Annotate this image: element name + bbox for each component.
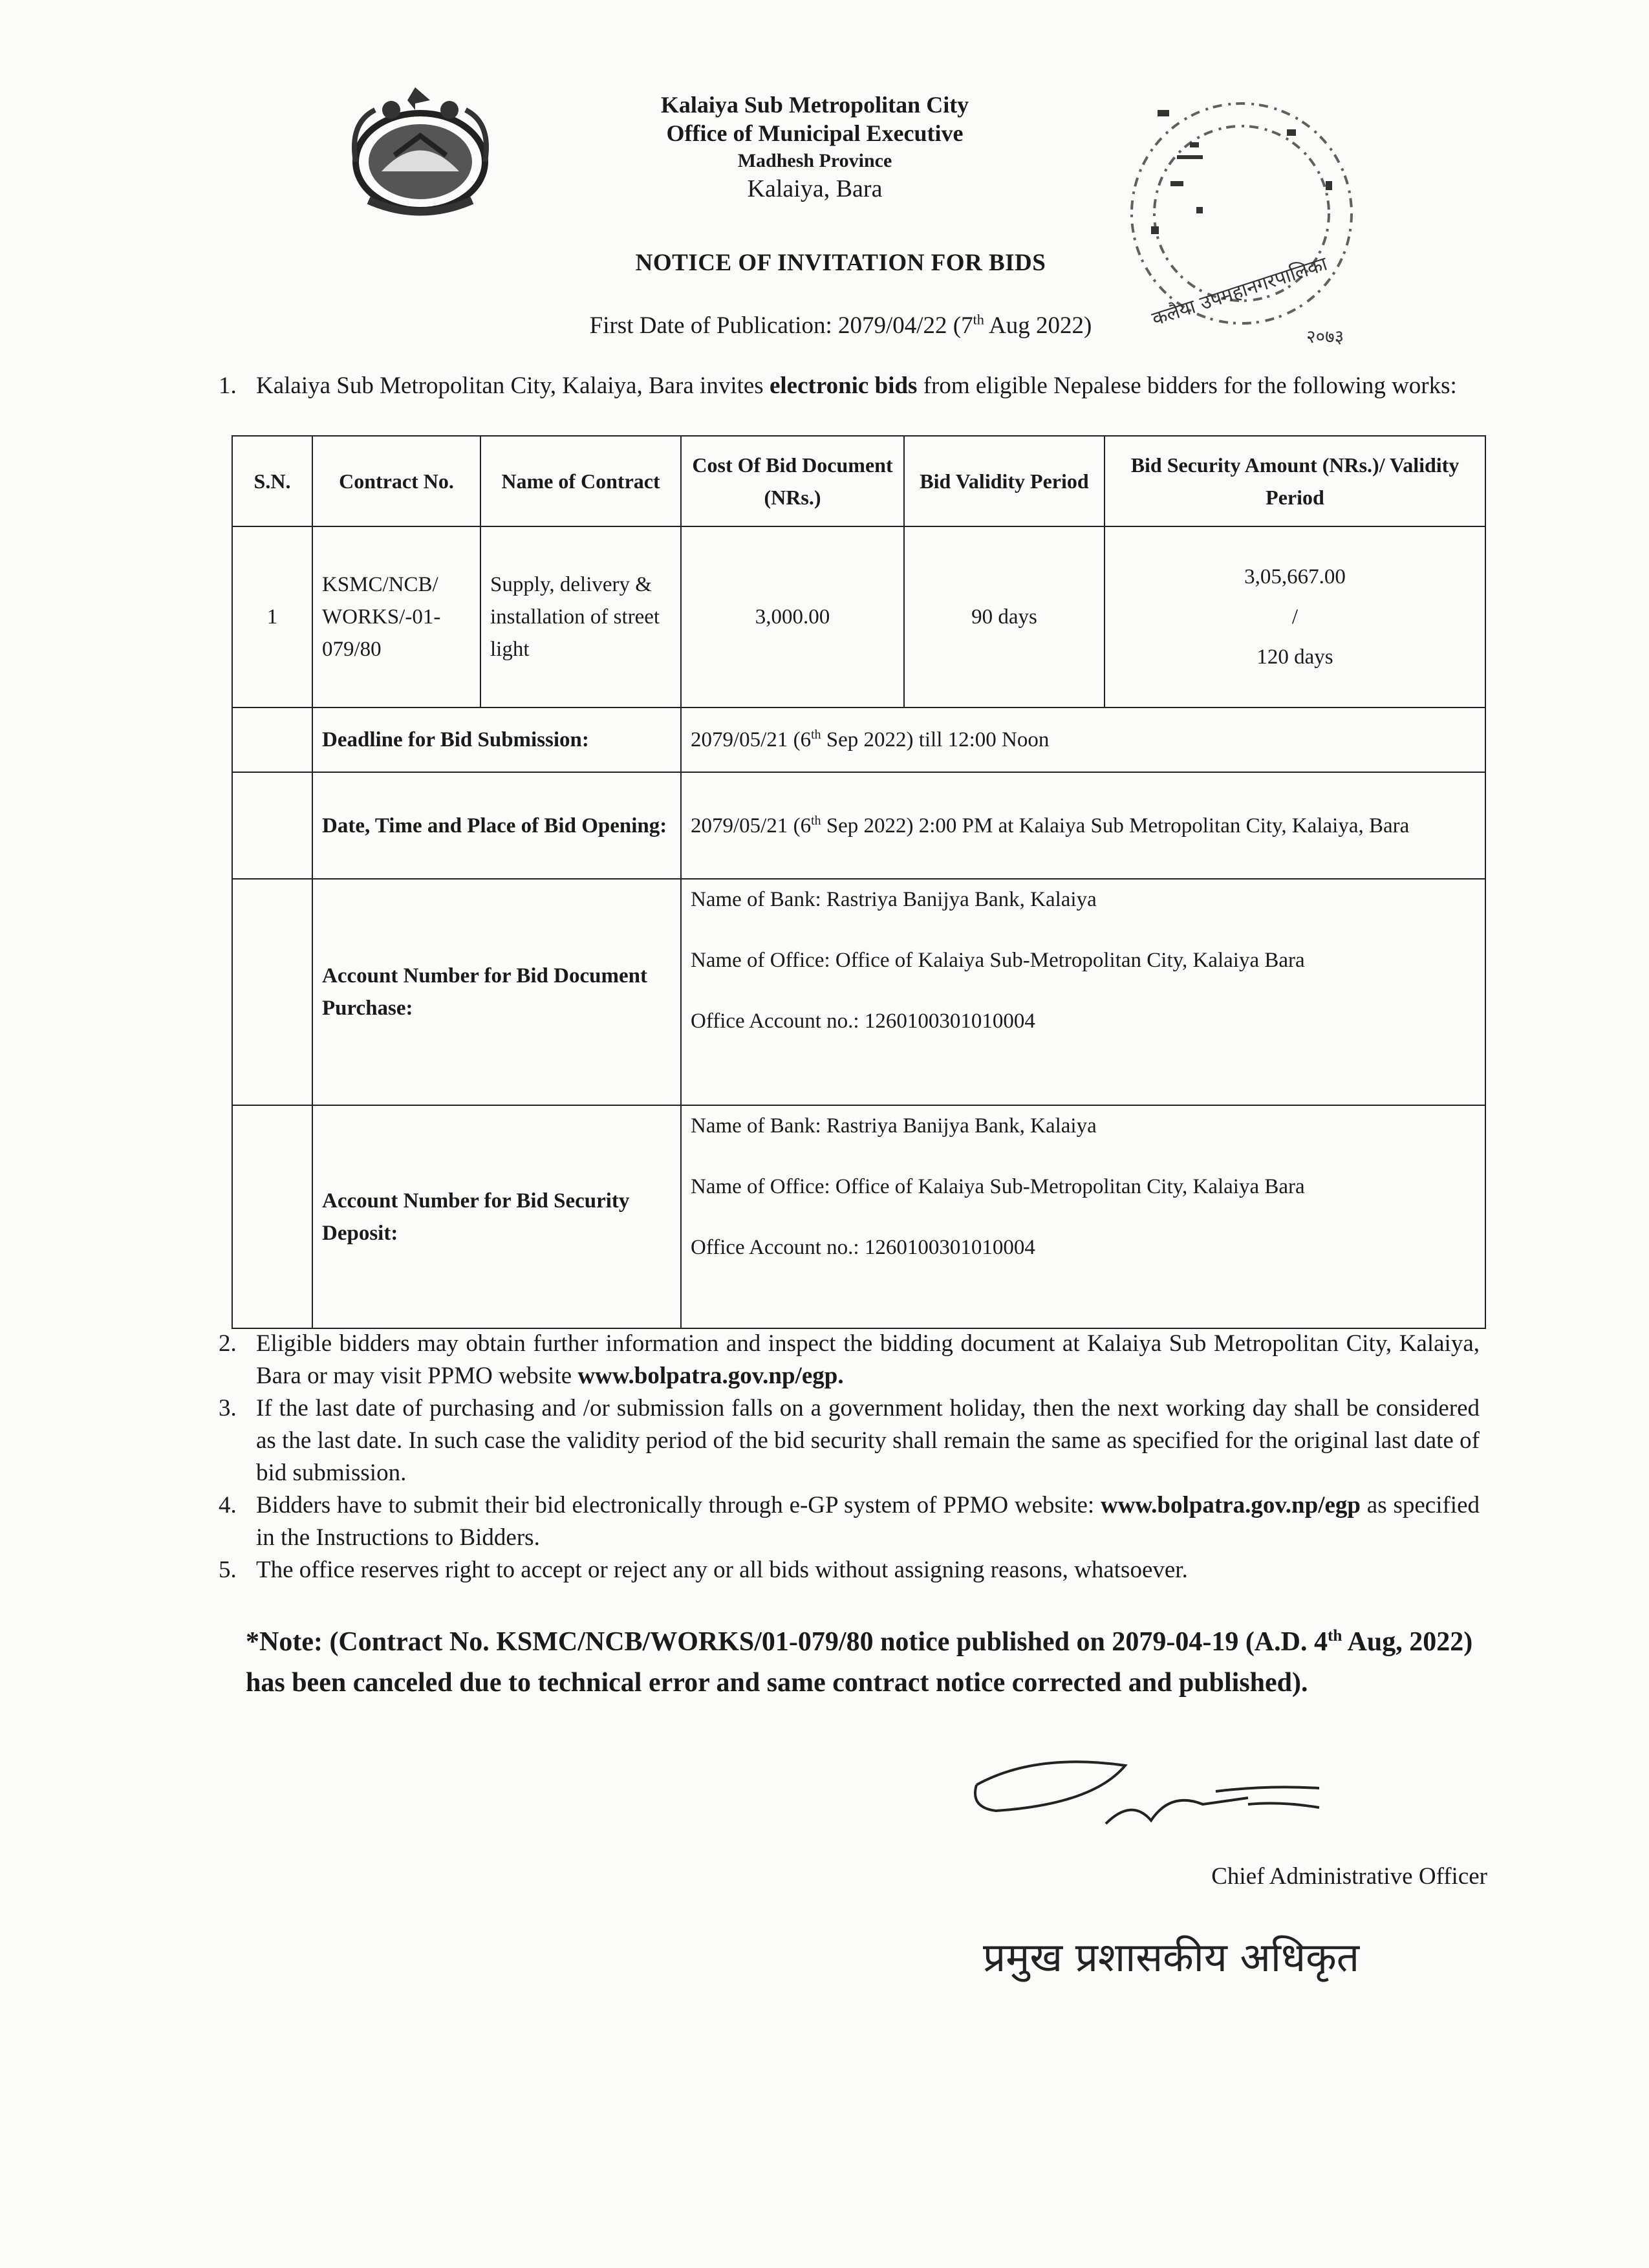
- deadline-row: [232, 707, 1485, 772]
- intro-paragraph: 1. Kalaiya Sub Metropolitan City, Kalaiya, Bara invites electronic bids from eligible Nepalese bidders for the following works:: [219, 373, 1457, 399]
- province-name: Madhesh Province: [737, 150, 892, 171]
- nepali-signatory-stamp: [976, 1921, 1416, 1992]
- header-cost: Cost Of Bid Document (NRs.): [681, 436, 904, 526]
- office-name: Office of Municipal Executive: [666, 120, 964, 146]
- deadline-label: Deadline for Bid Submission:: [312, 707, 681, 772]
- svg-text:२०७३: २०७३: [1306, 326, 1344, 347]
- cell-contract-no: KSMC/NCB/ WORKS/-01-079/80: [312, 526, 480, 707]
- deposit-office: Name of Office: Office of Kalaiya Sub-Metropolitan City, Kalaiya Bara: [691, 1175, 1305, 1198]
- list-item: 5. The office reserves right to accept or reject any or all bids without assigning reasons, whatsoever.: [219, 1557, 1188, 1583]
- security-amount: 3,05,667.00: [1244, 565, 1346, 589]
- opening-label: Date, Time and Place of Bid Opening:: [312, 772, 681, 879]
- deposit-account: Office Account no.: 1260100301010004: [691, 1236, 1035, 1259]
- address: Kalaiya, Bara: [747, 175, 883, 202]
- terms-list: [219, 1328, 1480, 1586]
- svg-text:प्रमुख प्रशासकीय अधिकृत: प्रमुख प्रशासकीय अधिकृत: [983, 1934, 1360, 1981]
- deadline-value: 2079/05/21 (6th Sep 2022) till 12:00 Noon: [681, 707, 1485, 772]
- signatory-title: Chief Administrative Officer: [1211, 1863, 1487, 1890]
- table-row: [232, 526, 1485, 707]
- nepal-emblem-icon: [343, 84, 498, 223]
- purchase-account: Office Account no.: 1260100301010004: [691, 1010, 1035, 1033]
- opening-row: [232, 772, 1485, 879]
- purchase-bank: Name of Bank: Rastriya Banijya Bank, Kalaiya: [691, 888, 1097, 911]
- opening-value: 2079/05/21 (6th Sep 2022) 2:00 PM at Kalaiya Sub Metropolitan City, Kalaiya, Bara: [681, 772, 1485, 879]
- svg-text:कलैया उपमहानगरपालिका: कलैया उपमहानगरपालिका: [1149, 252, 1330, 331]
- bid-details-table: [232, 435, 1485, 1328]
- security-separator: /: [1291, 605, 1299, 629]
- signature-icon: [957, 1746, 1410, 1850]
- deposit-account-row: [232, 1105, 1485, 1328]
- list-item: 4. Bidders have to submit their bid electronically through e-GP system of PPMO website: www.bolpatra.gov.np/egp as specified in the Instructions to Bidders.: [219, 1492, 1480, 1551]
- publication-date: First Date of Publication: 2079/04/22 (7th Aug 2022): [589, 311, 1092, 339]
- notice-title: NOTICE OF INVITATION FOR BIDS: [635, 250, 1046, 276]
- deposit-bank-details: [681, 1105, 1485, 1328]
- letterhead: [517, 91, 1112, 203]
- header-contract-name: Name of Contract: [480, 436, 681, 526]
- cell-contract-name: Supply, delivery & installation of street light: [480, 526, 681, 707]
- cell-cost: 3,000.00: [681, 526, 904, 707]
- purchase-office: Name of Office: Office of Kalaiya Sub-Metropolitan City, Kalaiya Bara: [691, 949, 1305, 972]
- header-contract-no: Contract No.: [312, 436, 480, 526]
- org-name: Kalaiya Sub Metropolitan City: [660, 92, 969, 118]
- security-validity: 120 days: [1256, 645, 1333, 669]
- list-item: 2. Eligible bidders may obtain further information and inspect the bidding document at Kalaiya Sub Metropolitan City, Kalaiya, Bara or may visit PPMO website www.bolpatra.gov.np/egp.: [219, 1330, 1480, 1389]
- correction-note: *Note: (Contract No. KSMC/NCB/WORKS/01-079/80 notice published on 2079-04-19 (A.D. 4th Aug, 2022) has been canceled due to technical error and same contract notice corrected and published).: [246, 1627, 1473, 1698]
- list-item: 3. If the last date of purchasing and /or submission falls on a government holiday, then the next working day shall be considered as the last date. In such case the validity period of the bid security shall remain the same as specified for the original last date of bid submission.: [219, 1395, 1480, 1486]
- cell-validity: 90 days: [904, 526, 1105, 707]
- header-security: Bid Security Amount (NRs.)/ Validity Period: [1105, 436, 1485, 526]
- deposit-label: Account Number for Bid Security Deposit:: [312, 1105, 681, 1328]
- header-sn: S.N.: [232, 436, 312, 526]
- header-validity: Bid Validity Period: [904, 436, 1105, 526]
- purchase-label: Account Number for Bid Document Purchase:: [312, 879, 681, 1105]
- purchase-account-row: [232, 879, 1485, 1105]
- cell-security: [1105, 526, 1485, 707]
- cell-sn: 1: [232, 526, 312, 707]
- purchase-bank-details: [681, 879, 1485, 1105]
- table-header-row: [232, 436, 1485, 526]
- deposit-bank: Name of Bank: Rastriya Banijya Bank, Kalaiya: [691, 1114, 1097, 1138]
